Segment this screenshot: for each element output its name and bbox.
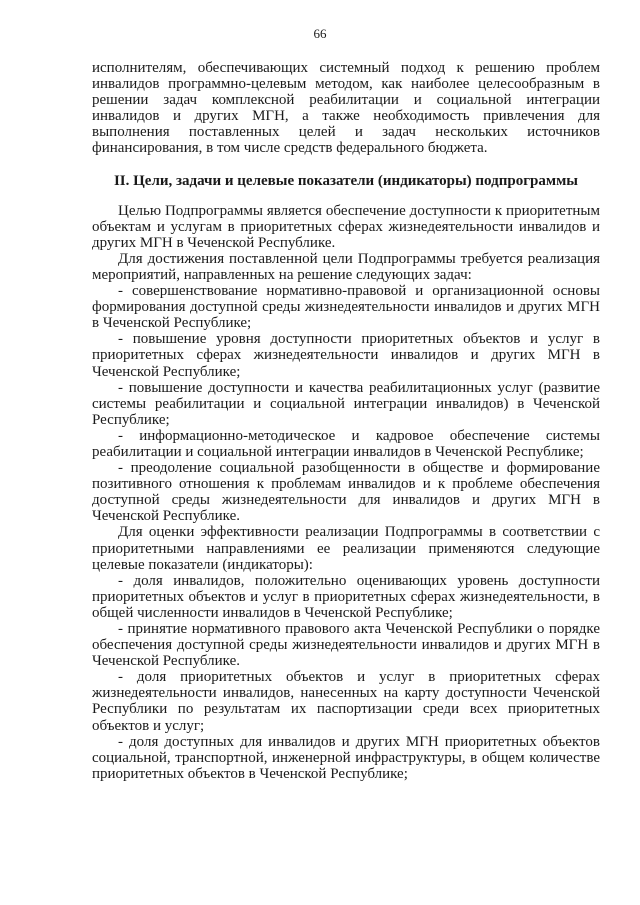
document-body bbox=[92, 60, 600, 782]
page-number: 66 bbox=[313, 26, 327, 41]
indicator-item: - доля инвалидов, положительно оценивающих уровень доступности приоритетных объектов и услуг в приоритетных сферах жизнедеятельности, в общей численности инвалидов в Чеченской Республике; bbox=[92, 572, 600, 621]
task-item: - повышение доступности и качества реабилитационных услуг (развитие системы реабилитации и социальной интеграции инвалидов) в Чеченской Республике; bbox=[92, 379, 600, 428]
task-item: - преодоление социальной разобщенности в обществе и формирование позитивного отношения к проблемам инвалидов и к проблеме обеспечения доступной среды жизнедеятельности для инвалидов и других МГН в Чеченской Республике. bbox=[92, 460, 600, 525]
indicator-item: - принятие нормативного правового акта Чеченской Республики о порядке обеспечения доступной среды жизнедеятельности инвалидов и других МГН в Чеченской Республике. bbox=[92, 621, 600, 670]
indicator-item: - доля доступных для инвалидов и других МГН приоритетных объектов социальной, транспортной, инженерной инфраструктуры, в общем количестве приоритетных объектов в Чеченской Республике; bbox=[92, 733, 600, 782]
section-heading: II. Цели, задачи и целевые показатели (индикаторы) подпрограммы bbox=[113, 172, 579, 189]
indicator-item: - доля приоритетных объектов и услуг в приоритетных сферах жизнедеятельности инвалидов, нанесенных на карту доступности Чеченской Республики по результатам их паспортизации среди всех приоритетных объектов и услуг; bbox=[92, 669, 600, 734]
task-item: - повышение уровня доступности приоритетных объектов и услуг в приоритетных сферах жизнедеятельности инвалидов и других МГН в Чеченской Республике; bbox=[92, 331, 600, 380]
intro-paragraph: исполнителям, обеспечивающих системный подход к решению проблем инвалидов программно-целевым методом, как наиболее целесообразным в решении задач комплексной реабилитации и социальной интеграции инвалидов и других МГН, а также необходимость привлечения для выполнения поставленных целей и задач нескольких источников финансирования, в том числе средств федерального бюджета. bbox=[92, 60, 600, 157]
task-item: - совершенствование нормативно-правовой и организационной основы формирования доступной среды жизнедеятельности инвалидов и других МГН в Чеченской Республике; bbox=[92, 283, 600, 332]
task-item: - информационно-методическое и кадровое обеспечение системы реабилитации и социальной интеграции инвалидов в Чеченской Республике; bbox=[92, 427, 600, 460]
indicators-intro-paragraph: Для оценки эффективности реализации Подпрограммы в соответствии с приоритетными направлениями ее реализации применяются следующие целевые показатели (индикаторы): bbox=[92, 524, 600, 573]
goal-paragraph: Целью Подпрограммы является обеспечение доступности к приоритетным объектам и услугам в приоритетных сферах жизнедеятельности инвалидов и других МГН в Чеченской Республике. bbox=[92, 202, 600, 251]
tasks-intro-paragraph: Для достижения поставленной цели Подпрограммы требуется реализация мероприятий, направленных на решение следующих задач: bbox=[92, 250, 600, 283]
